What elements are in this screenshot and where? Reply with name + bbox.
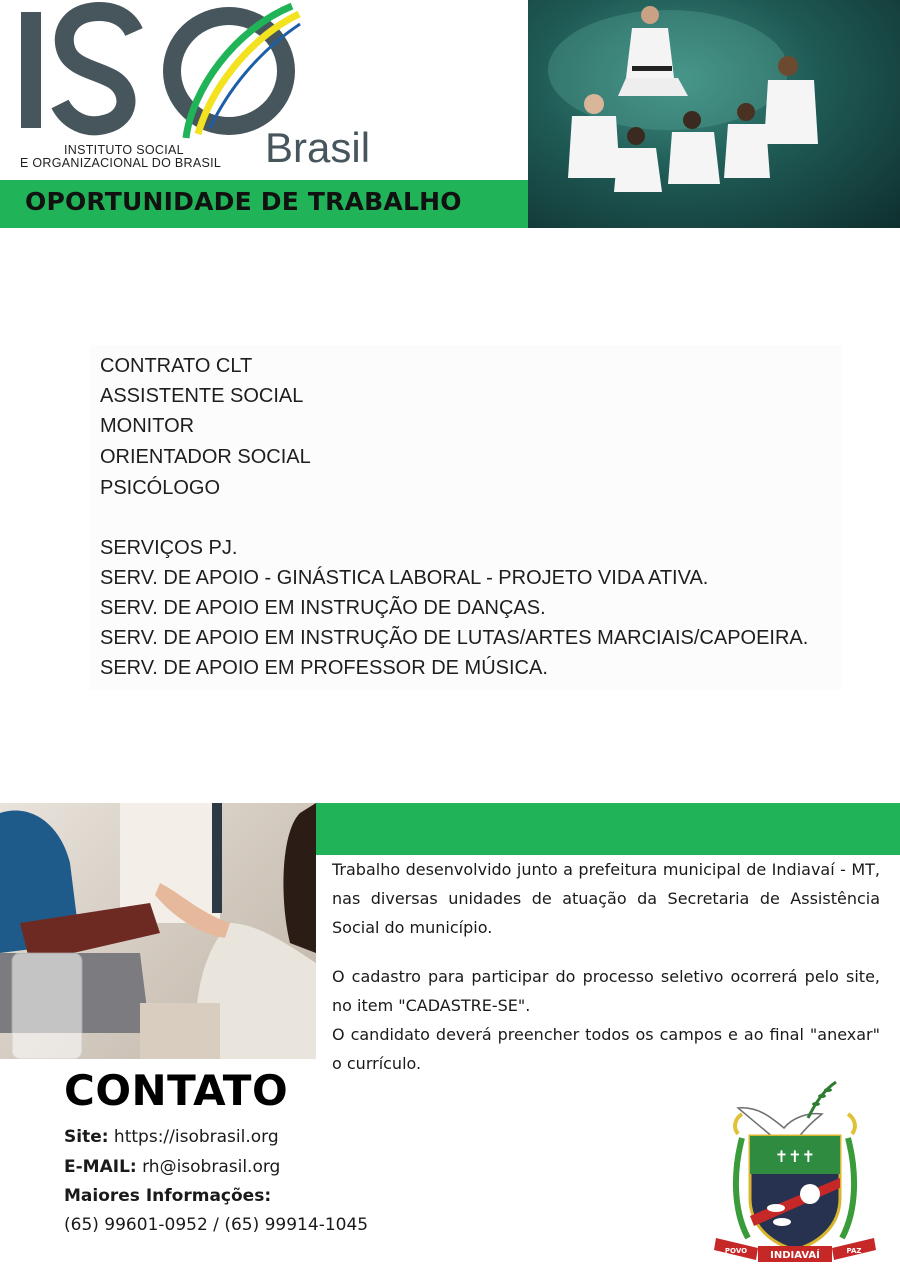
- info-paragraph-2: [332, 962, 880, 1078]
- clt-item: PSICÓLOGO: [100, 477, 221, 499]
- pj-item: SERV. DE APOIO - GINÁSTICA LABORAL - PROJETO VIDA ATIVA.: [100, 567, 709, 589]
- contact-site: [64, 1127, 279, 1147]
- contact-email: [64, 1157, 280, 1177]
- more-info-label: Maiores Informações:: [64, 1186, 272, 1206]
- email-link[interactable]: rh@isobrasil.org: [136, 1157, 281, 1177]
- logo-subtitle-line1: INSTITUTO SOCIAL: [64, 143, 184, 157]
- email-label: E-MAIL:: [64, 1157, 137, 1177]
- info-green-bar: [316, 803, 900, 855]
- logo-letter-i: [21, 12, 41, 128]
- pj-item: SERV. DE APOIO EM INSTRUÇÃO DE DANÇAS.: [100, 597, 546, 619]
- pj-item: SERV. DE APOIO EM INSTRUÇÃO DE LUTAS/ARTES MARCIAIS/CAPOEIRA.: [100, 627, 809, 649]
- info-paragraph-1: [332, 855, 880, 942]
- counseling-session-photo: [0, 803, 316, 1059]
- info-text-1: Trabalho desenvolvido junto a prefeitura municipal de Indiavaí - MT, nas diversas unidades de atuação da Secretaria de Assistência Social do município.: [332, 860, 880, 937]
- ribbon-right-text: PAZ: [846, 1247, 862, 1255]
- info-text-3: O candidato deverá preencher todos os campos e ao final "anexar" o currículo.: [332, 1025, 880, 1073]
- clt-item: ASSISTENTE SOCIAL: [100, 385, 304, 407]
- site-link[interactable]: https://isobrasil.org: [108, 1127, 279, 1147]
- svg-text:✝✝✝: ✝✝✝: [774, 1147, 816, 1166]
- clt-heading: CONTRATO CLT: [100, 355, 253, 377]
- banner-title: OPORTUNIDADE DE TRABALHO: [25, 187, 462, 216]
- logo-letter-s: [60, 12, 134, 126]
- ribbon-center-text: INDIAVAÍ: [770, 1250, 820, 1261]
- indiavai-coat-of-arms: [712, 1078, 878, 1268]
- info-text-2: O cadastro para participar do processo seletivo ocorrerá pelo site, no item "CADASTRE-SE".: [332, 967, 880, 1015]
- pj-item: SERV. DE APOIO EM PROFESSOR DE MÚSICA.: [100, 657, 548, 679]
- martial-arts-class-photo: [528, 0, 900, 228]
- contact-phones[interactable]: (65) 99601-0952 / (65) 99914-1045: [64, 1215, 369, 1235]
- clt-item: MONITOR: [100, 415, 195, 437]
- contact-title: CONTATO: [64, 1066, 289, 1115]
- contact-more-info: [64, 1186, 271, 1206]
- ribbon-left-text: POVO: [724, 1247, 748, 1255]
- logo-subtitle-line2: E ORGANIZACIONAL DO BRASIL: [20, 156, 222, 170]
- site-label: Site:: [64, 1127, 109, 1147]
- martial-arts-illustration: [528, 0, 900, 228]
- counseling-illustration: [0, 803, 316, 1059]
- logo-brasil-word: Brasil: [265, 124, 371, 171]
- pj-heading: SERVIÇOS PJ.: [100, 537, 238, 559]
- clt-item: ORIENTADOR SOCIAL: [100, 446, 311, 468]
